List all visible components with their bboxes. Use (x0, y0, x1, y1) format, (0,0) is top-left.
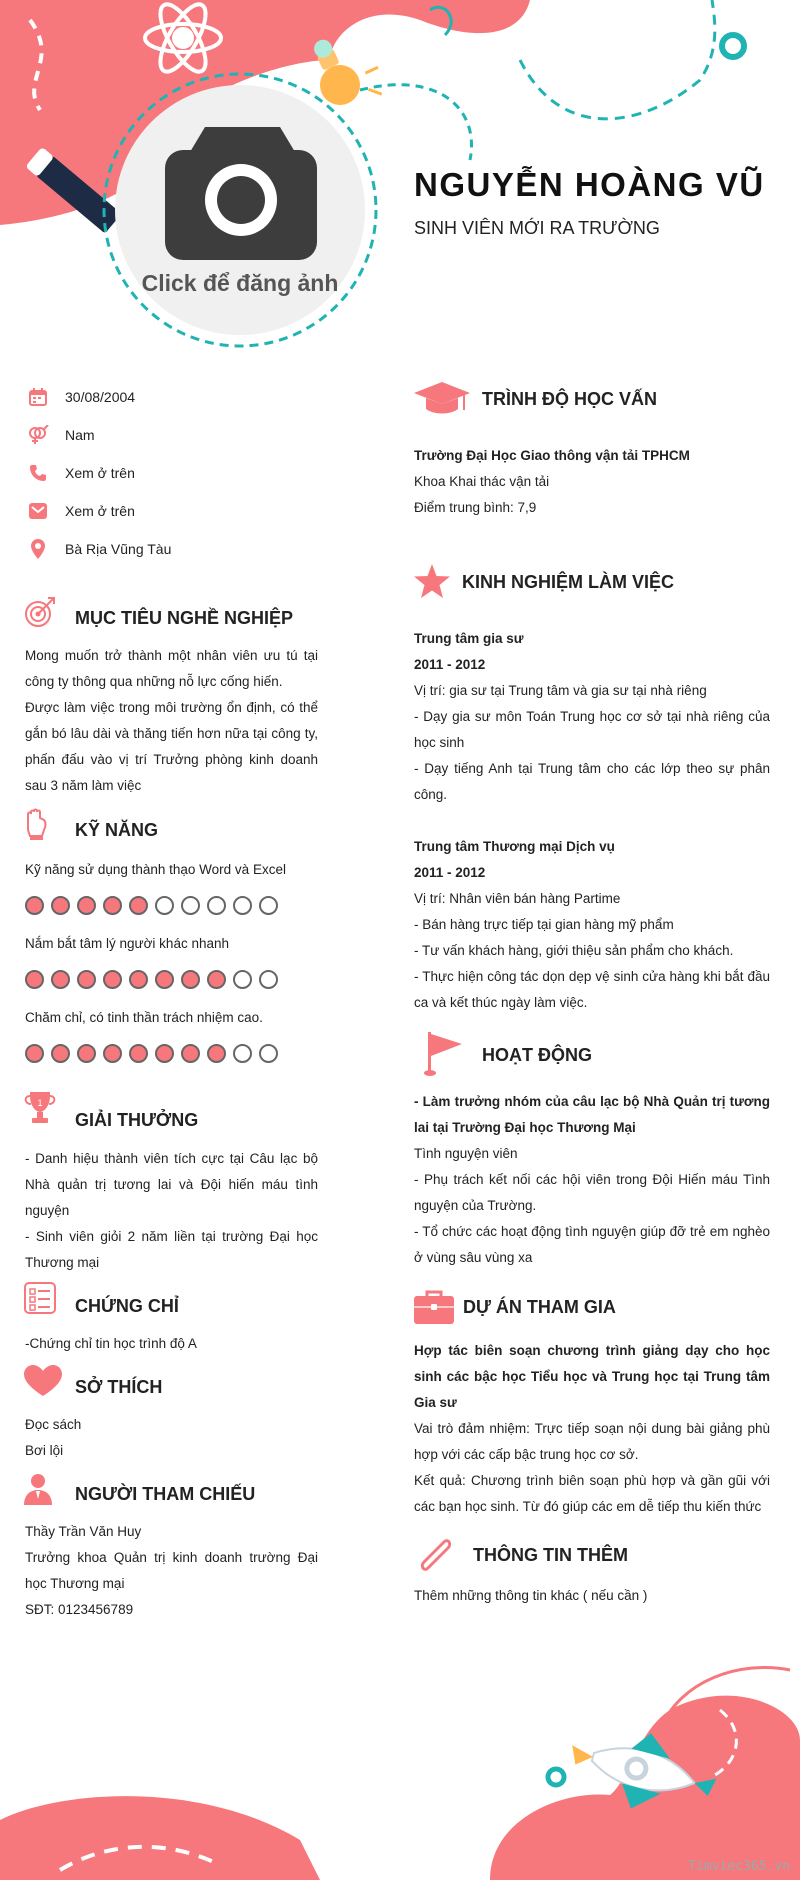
skill-dot-filled (129, 1044, 148, 1063)
project-line: Kết quả: Chương trình biên soạn phù hợp và gần gũi với các bạn học sinh. Từ đó giúp các em dễ tiếp thu kiến thức (414, 1473, 770, 1514)
skill-dot-filled (103, 896, 122, 915)
skill-dot-filled (103, 1044, 122, 1063)
objective-title: MỤC TIÊU NGHỀ NGHIỆP (75, 608, 294, 628)
skill-dot-filled (77, 896, 96, 915)
skill-rating (25, 896, 285, 915)
project-headline: Hợp tác biên soạn chương trình giảng dạy cho học sinh các bậc học Tiểu học và Trung học tại Trung tâm Gia sư (414, 1343, 770, 1410)
skill-rating (25, 1044, 285, 1063)
gender-icon (25, 423, 51, 447)
job-line: - Dạy gia sư môn Toán Trung học cơ sở tại nhà riêng của học sinh (414, 709, 770, 750)
education-body (414, 443, 774, 521)
hobbies-title: SỞ THÍCH (75, 1377, 163, 1397)
footer-decoration (0, 1620, 800, 1880)
job-line: - Dạy tiếng Anh tại Trung tâm cho các lớp theo sự phân công. (414, 761, 770, 802)
experience-job (414, 626, 770, 808)
phone-value: Xem ở trên (65, 465, 135, 481)
hobbies-body (25, 1412, 318, 1464)
skill-dot-filled (51, 970, 70, 989)
email-icon (25, 499, 51, 523)
star-icon (414, 564, 450, 603)
skill-dot-empty (181, 896, 200, 915)
skill-dot-filled (129, 970, 148, 989)
extra-title: THÔNG TIN THÊM (473, 1545, 628, 1565)
contact-birthday (25, 385, 135, 409)
photo-upload-caption[interactable]: Click để đăng ảnh (141, 270, 339, 296)
activity-line: - Phụ trách kết nối các hội viên trong Đội Hiến máu Tình nguyện của Trường. (414, 1172, 770, 1213)
hobby-line: Đọc sách (25, 1417, 82, 1432)
skill-dot-filled (207, 1044, 226, 1063)
project-line: Vai trò đảm nhiệm: Trực tiếp soạn nội dung bài giảng phù hợp với các cấp bậc trung học cơ sở. (414, 1421, 770, 1462)
faculty-name: Khoa Khai thác vận tải (414, 474, 550, 489)
target-icon (24, 596, 56, 633)
skill-dot-filled (77, 970, 96, 989)
skill-dot-filled (25, 896, 44, 915)
skill-dot-filled (51, 896, 70, 915)
contact-email (25, 499, 135, 523)
watermark: Timviec365.vn (688, 1859, 790, 1874)
award-line: - Sinh viên giỏi 2 năm liền tại trường Đại học Thương mại (25, 1229, 318, 1270)
certificates-title: CHỨNG CHỈ (75, 1296, 179, 1316)
contact-address (25, 537, 171, 561)
skill-dot-empty (259, 896, 278, 915)
skill-rating (25, 970, 285, 989)
contact-gender (25, 423, 95, 447)
skill-dot-filled (207, 970, 226, 989)
activities-body (414, 1089, 770, 1271)
references-title: NGƯỜI THAM CHIẾU (75, 1484, 256, 1504)
heart-icon (24, 1365, 62, 1402)
candidate-name: NGUYỄN HOÀNG VŨ (414, 166, 765, 203)
skill-dot-empty (207, 896, 226, 915)
skill-dot-filled (129, 896, 148, 915)
phone-icon (25, 461, 51, 485)
projects-title: DỰ ÁN THAM GIA (463, 1297, 616, 1317)
job-line: Vị trí: Nhân viên bán hàng Partime (414, 891, 621, 906)
briefcase-icon (414, 1290, 454, 1329)
skill-dot-empty (233, 1044, 252, 1063)
skill-dot-filled (155, 970, 174, 989)
skill-dot-empty (233, 896, 252, 915)
gpa-value: Điểm trung bình: 7,9 (414, 500, 537, 515)
fist-icon (24, 808, 50, 845)
job-company: Trung tâm gia sư (414, 631, 524, 646)
extra-line: Thêm những thông tin khác ( nếu cần ) (414, 1588, 648, 1603)
extra-body (414, 1583, 770, 1609)
certificates-body (25, 1331, 318, 1357)
person-icon (24, 1473, 52, 1510)
objective-body (25, 643, 318, 799)
awards-body (25, 1146, 318, 1276)
activity-line: Tình nguyện viên (414, 1146, 518, 1161)
contact-phone (25, 461, 135, 485)
skill-label: Chăm chỉ, có tinh thần trách nhiệm cao. (25, 1010, 263, 1025)
skill-dot-filled (155, 1044, 174, 1063)
job-period: 2011 - 2012 (414, 657, 486, 672)
certificate-line: -Chứng chỉ tin học trình độ A (25, 1336, 197, 1351)
job-line: - Bán hàng trực tiếp tại gian hàng mỹ phẩm (414, 917, 674, 932)
skills-title: KỸ NĂNG (75, 820, 159, 840)
skill-dot-empty (259, 970, 278, 989)
job-line: - Thực hiện công tác dọn dẹp vệ sinh cửa hàng khi bắt đầu ca và kết thúc ngày làm việc. (414, 969, 770, 1010)
reference-line: SĐT: 0123456789 (25, 1602, 134, 1617)
svg-text:1: 1 (37, 1098, 43, 1108)
skill-dot-empty (259, 1044, 278, 1063)
skill-dot-empty (155, 896, 174, 915)
skill-dot-filled (181, 1044, 200, 1063)
education-title: TRÌNH ĐỘ HỌC VẤN (482, 389, 657, 409)
skill-dot-filled (181, 970, 200, 989)
trophy-icon (24, 1090, 56, 1131)
objective-line: Mong muốn trở thành một nhân viên ưu tú tại công ty thông qua những nỗ lực cống hiến. (25, 648, 318, 689)
skill-dot-empty (233, 970, 252, 989)
location-icon (25, 537, 51, 561)
skill-dot-filled (77, 1044, 96, 1063)
calendar-icon (25, 385, 51, 409)
skill-label: Nắm bắt tâm lý người khác nhanh (25, 936, 229, 951)
skill-dot-filled (51, 1044, 70, 1063)
job-line: - Tư vấn khách hàng, giới thiệu sản phẩm cho khách. (414, 943, 734, 958)
skill-label: Kỹ năng sử dụng thành thạo Word và Excel (25, 862, 286, 877)
job-line: Vị trí: gia sư tại Trung tâm và gia sư tại nhà riêng (414, 683, 707, 698)
activities-title: HOẠT ĐỘNG (482, 1045, 592, 1065)
skill-dot-filled (103, 970, 122, 989)
graduation-cap-icon (414, 382, 470, 421)
projects-body (414, 1338, 770, 1520)
hobby-line: Bơi lội (25, 1443, 64, 1458)
objective-line: Được làm việc trong môi trường ổn định, có thể gắn bó lâu dài và thăng tiến hơn nữa tại công ty, phấn đấu vào vị trí Trưởng phòng kinh doanh sau 3 năm làm việc (25, 700, 318, 793)
flag-icon (424, 1030, 464, 1081)
checklist-icon (24, 1282, 56, 1319)
job-period: 2011 - 2012 (414, 865, 486, 880)
paperclip-icon (414, 1536, 458, 1585)
references-body (25, 1519, 318, 1623)
experience-title: KINH NGHIỆM LÀM VIỆC (462, 572, 675, 592)
skill-dot-filled (25, 1044, 44, 1063)
awards-title: GIẢI THƯỞNG (75, 1110, 199, 1130)
reference-line: Trưởng khoa Quản trị kinh doanh trường Đại học Thương mại (25, 1550, 318, 1591)
birthday-value: 30/08/2004 (65, 389, 136, 405)
candidate-title: SINH VIÊN MỚI RA TRƯỜNG (414, 218, 660, 238)
skill-dot-filled (25, 970, 44, 989)
reference-line: Thầy Trần Văn Huy (25, 1524, 142, 1539)
award-line: - Danh hiệu thành viên tích cực tại Câu lạc bộ Nhà quản trị tương lai và Đội hiến máu tình nguyện (25, 1151, 318, 1218)
activity-headline: - Làm trưởng nhóm của câu lạc bộ Nhà Quản trị tương lai tại Trường Đại học Thương Mại (414, 1094, 770, 1135)
experience-job (414, 834, 770, 1016)
job-company: Trung tâm Thương mại Dịch vụ (414, 839, 615, 854)
email-value: Xem ở trên (65, 503, 135, 519)
gender-value: Nam (65, 427, 95, 443)
address-value: Bà Rịa Vũng Tàu (65, 541, 172, 557)
activity-line: - Tổ chức các hoạt động tình nguyện giúp đỡ trẻ em nghèo ở vùng sâu vùng xa (414, 1224, 770, 1265)
school-name: Trường Đại Học Giao thông vận tải TPHCM (414, 448, 690, 463)
